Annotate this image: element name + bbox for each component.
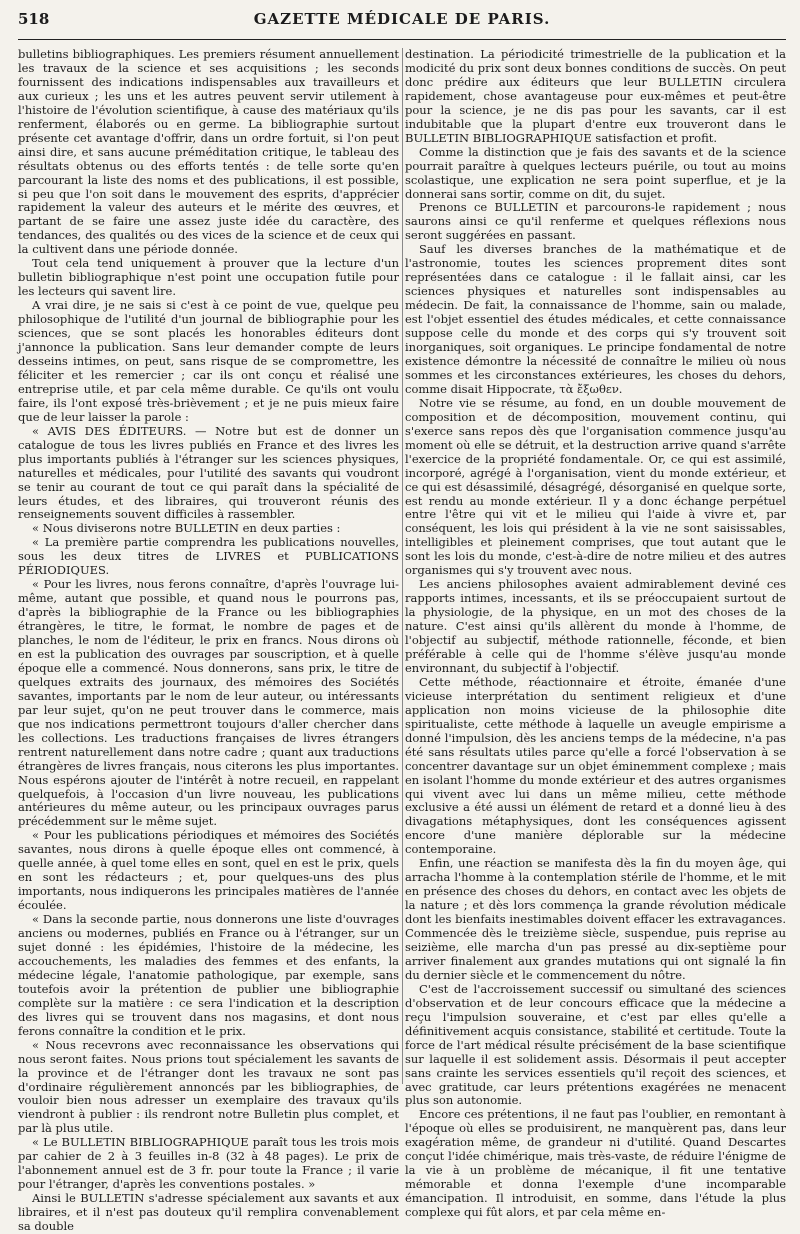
right-paragraph: Notre vie se résume, au fond, en un double mouvement de composition et de décomposition, mouvement continu, qui s'exerce sans repos dès que l'organisation commence jusqu'au moment où elle se détruit, et la destruction arrive quand s'arrête l'exercice de la propriété fondamentale. Or, ce qui est assimilé, incorporé, agrégé à l'organisation, vient du monde extérieur, et ce qui est désassimilé, désagrégé, désorganisé en quelque sorte, est rendu au monde extérieur. Il y a donc échange perpétuel entre l'être qui vit et le milieu qui l'aide à vivre et, par conséquent, les lois qui président à la vie ne sont saisissables, intelligibles et pleinement comprises, que tout autant que le sont les lois du monde, c'est-à-dire de notre milieu et des autres organismes qui s'y trouvent avec nous. [405,395,786,578]
right-column [405,47,786,1220]
left-paragraph: « Pour les livres, nous ferons connaître, d'après l'ouvrage lui-même, autant que possible, et quand nous le pourrons pas, d'après la bibliographie de la France ou les bibliographies étrangères, le titre, le format, le nombre de pages et de planches, le nom de l'éditeur, le prix en francs. Nous dirons où en est la publication des ouvrages par souscription, et à quelle époque elle a commencé. Nous donnerons, sans prix, le titre de quelques extraits des journaux, des mémoires des Sociétés savantes, importants par le nom de leur auteur, ou intéressants par leur sujet, qu'on ne peut trouver dans le commerce, mais que nos indications permettront toujours d'aller chercher dans les collections. Les traductions françaises de livres étrangers rentrent naturellement dans notre cadre ; quant aux traductions étrangères de livres français, nous citerons les plus importantes. Nous espérons ajouter de l'intérêt à notre recueil, en rappelant quelquefois, à l'occasion d'un livre nouveau, les publications antérieures du même auteur, ou les principaux ouvrages parus précédemment sur le même sujet. [18,577,399,829]
journal-title: GAZETTE MÉDICALE DE PARIS. [253,10,551,28]
right-paragraph: Encore ces prétentions, il ne faut pas l'oublier, en remontant à l'époque où elles se produisirent, ne manquèrent pas, dans leur exagération même, de grandeur ni d'utilité. Quand Descartes conçut l'idée chimérique, mais très-vaste, de réduire l'énigme de la vie à un problème de mécanique, il fit une tentative mémorable et donna l'exemple d'une incomparable émancipation. Il introduisit, en somme, dans l'étude la plus complexe qui fût alors, et par cela même en- [405,1107,786,1220]
left-paragraph: « Le BULLETIN BIBLIOGRAPHIQUE paraît tous les trois mois par cahier de 2 à 3 feuilles in-8 (32 à 48 pages). Le prix de l'abonnement annuel est de 3 fr. pour toute la France ; il varie pour l'étranger, d'après les conventions postales. » [18,1135,399,1192]
left-paragraph: bulletins bibliographiques. Les premiers résument annuellement les travaux de la science et ses acquisitions ; les seconds fournissent des indications indispensables aux travailleurs et aux curieux ; les uns et les autres peuvent servir utilement à l'histoire de l'évolution scientifique, à cause des matériaux qu'ils renferment, élaborés ou en germe. La bibliographie surtout présente cet avantage d'offrir, dans un ordre fortuit, si l'on peut ainsi dire, et sans aucune préméditation critique, le tableau des résultats obtenus ou des efforts tentés : de telle sorte qu'en parcourant la liste des noms et des publications, il est possible, si peu que l'on soit dans le mouvement des esprits, d'apprécier rapidement la valeur des auteurs et le mérite des œuvres, et partant de se faire une assez juste idée du caractère, des tendances, des qualités ou des vices de la science et de ceux qui la cultivent dans une période donnée. [18,47,399,257]
right-paragraph: C'est de l'accroissement successif ou simultané des sciences d'observation et de leur concours efficace que la médecine a reçu l'impulsion souveraine, et c'est par elles qu'elle a définitivement acquis consistance, stabilité et certitude. Toute la force de l'art médical résulte précisément de la base scientifique sur laquelle il est solidement assis. Désormais il peut accepter sans crainte les services essentiels qu'il reçoit des sciences, et avec gratitude, car leurs prétentions exagérées ne menacent plus son autonomie. [405,981,786,1108]
column-divider [402,48,403,1084]
left-paragraph: « La première partie comprendra les publications nouvelles, sous les deux titres de LIVRES et PUBLICATIONS PÉRIODIQUES. [18,535,399,578]
right-paragraph: Les anciens philosophes avaient admirablement deviné ces rapports intimes, incessants, et ils se préoccupaient surtout de la physiologie, de la physique, en un mot des choses de la nature. C'est ainsi qu'ils allèrent du monde à l'homme, de l'objectif au subjectif, méthode rationnelle, féconde, et bien préférable à celle qui de l'homme s'élève jusqu'au monde environnant, du subjectif à l'objectif. [405,577,786,675]
right-paragraph: Enfin, une réaction se manifesta dès la fin du moyen âge, qui arracha l'homme à la contemplation stérile de l'homme, et le mit en présence des choses du dehors, en contact avec les objets de la nature ; et dès lors commença la grande révolution médicale dont les bienfaits inestimables doivent effacer les extravagances. Commencée dès le treizième siècle, suspendue, puis reprise au seizième, elle marcha d'un pas pressé au dix-septième pour arriver finalement aux grandes mutations qui ont signalé la fin du dernier siècle et le commencement du nôtre. [405,856,786,982]
left-paragraph: Tout cela tend uniquement à prouver que la lecture d'un bulletin bibliographique n'est point une occupation futile pour les lecteurs qui savent lire. [18,256,399,299]
right-paragraph: Prenons ce BULLETIN et parcourons-le rapidement ; nous saurons ainsi ce qu'il renferme et quelques réflexions nous seront suggérées en passant. [405,200,786,243]
left-paragraph: « Pour les publications périodiques et mémoires des Sociétés savantes, nous dirons à quelle époque elles ont commencé, à quelle année, à quel tome elles en sont, quel en est le prix, quels en sont les rédacteurs ; et, pour quelques-uns des plus importants, nous indiquerons les principales matières de l'année écoulée. [18,828,399,913]
left-paragraph: A vrai dire, je ne sais si c'est à ce point de vue, quelque peu philosophique de l'utilité d'un journal de bibliographie pour les sciences, que se sont placés les honorables éditeurs dont j'annonce la publication. Sans leur demander compte de leurs desseins intimes, on peut, sans risque de se compromettre, les féliciter et les remercier ; car ils ont conçu et réalisé une entreprise utile, et par cela même durable. Ce qu'ils ont voulu faire, ils l'ont exposé très-brièvement ; et je ne puis mieux faire que de leur laisser la parole : [18,298,399,424]
right-paragraph: Sauf les diverses branches de la mathématique et de l'astronomie, toutes les sciences proprement dites sont représentées dans ce catalogue : il le fallait ainsi, car les sciences physiques et naturelles sont indispensables au médecin. De fait, la connaissance de l'homme, sain ou malade, est l'objet essentiel des études médicales, et cette connaissance suppose celle du monde et des corps qui s'y trouvent soit inorganiques, soit organiques. Le principe fondamental de notre existence démontre la nécessité de connaître le milieu où nous sommes et les circonstances extérieures, les choses du dehors, comme disait Hippocrate, τὰ ἔξωθεν. [405,242,786,396]
left-paragraph: « Nous recevrons avec reconnaissance les observations qui nous seront faites. Nous prions tout spécialement les savants de la province et de l'étranger dont les travaux ne sont pas d'ordinaire régulièrement annoncés par les bibliographies, de vouloir bien nous adresser un exemplaire des travaux qu'ils viendront à publier : ils rendront notre Bulletin plus complet, et par là plus utile. [18,1037,399,1136]
left-paragraph: Ainsi le BULLETIN s'adresse spécialement aux savants et aux libraires, et il n'est pas douteux qu'il remplira convenablement sa double [18,1191,399,1234]
right-paragraph: destination. La périodicité trimestrielle de la publication et la modicité du prix sont deux bonnes conditions de succès. On peut donc prédire aux éditeurs que leur BULLETIN circulera rapidement, chose avantageuse pour eux-mêmes et peut-être pour la science, je ne dis pas pour les savants, car il est indubitable que la plupart d'entre eux trouveront dans le BULLETIN BIBLIOGRAPHIQUE satisfaction et profit. [405,47,786,145]
right-paragraph: Comme la distinction que je fais des savants et de la science pourrait paraître à quelques lecteurs puérile, ou tout au moins scolastique, une explication ne sera point superflue, et je la donnerai sans sortir, comme on dit, du sujet. [405,144,786,201]
page-number: 518 [18,10,50,28]
left-paragraph: « Dans la seconde partie, nous donnerons une liste d'ouvrages anciens ou modernes, publiés en France ou à l'étranger, sur un sujet donné : les épidémies, l'histoire de la médecine, les accouchements, les maladies des femmes et des enfants, la médecine légale, l'anatomie pathologique, par exemple, sans toutefois avoir la prétention de publier une bibliographie complète sur la matière : ce sera l'indication et la description des livres qui se trouvent dans nos magasins, et dont nous ferons connaître la condition et le prix. [18,912,399,1038]
right-paragraph: Cette méthode, réactionnaire et étroite, émanée d'une vicieuse interprétation du sentiment religieux et d'une application non moins vicieuse de la philosophie dite spiritualiste, cette méthode à laquelle un aveugle empirisme a donné l'impulsion, dès les anciens temps de la médecine, n'a pas été sans résultats utiles parce qu'elle a forcé l'observation à se concentrer davantage sur un objet éminemment complexe ; mais en isolant l'homme du monde extérieur et des autres organismes qui vivent avec lui dans un même milieu, cette méthode exclusive a été aussi un élément de retard et a donné lieu à des divagations métaphysiques, dont les conséquences agissent encore d'une manière déplorable sur la médecine contemporaine. [405,674,786,857]
left-column [18,47,399,1234]
article-columns [18,47,786,1234]
left-paragraph: « AVIS DES ÉDITEURS. — Notre but est de donner un catalogue de tous les livres publiés en France et des livres les plus importants publiés à l'étranger sur les sciences physiques, naturelles et médicales, pour l'utilité des savants qui voudront se tenir au courant de tout ce qui paraît dans la spécialité de leurs études, et des libraires, qui trouveront réunis des renseignements souvent difficiles à rassembler. [18,423,399,522]
left-paragraph: « Nous diviserons notre BULLETIN en deux parties : [32,521,341,536]
page-header [18,10,786,40]
